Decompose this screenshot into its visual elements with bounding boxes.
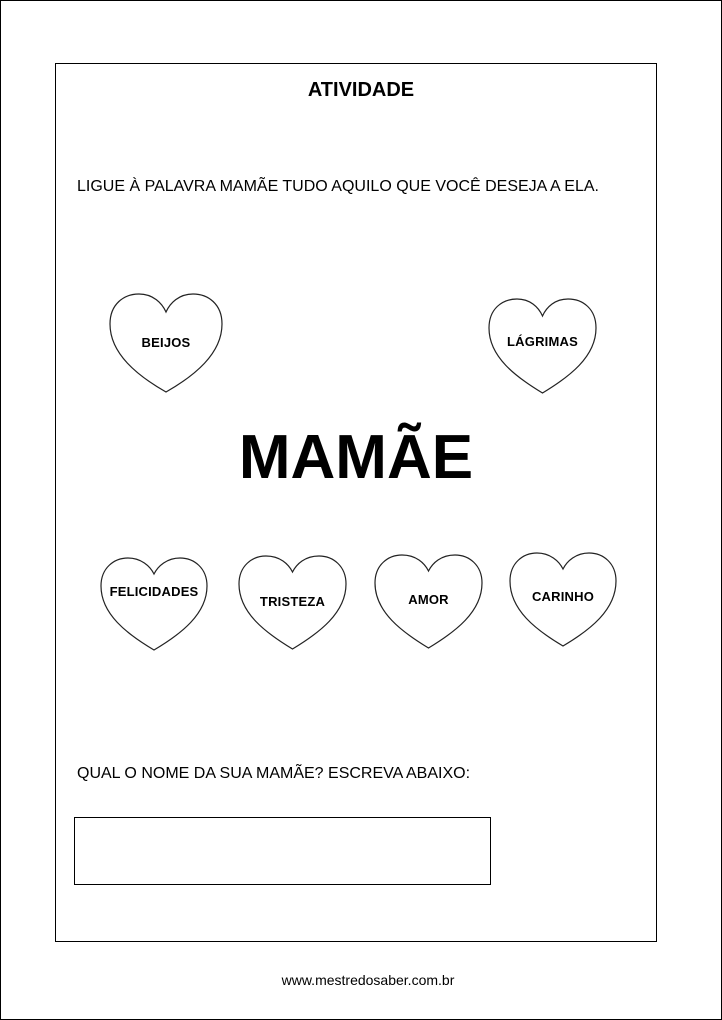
question-text: QUAL O NOME DA SUA MAMÃE? ESCREVA ABAIXO: <box>77 765 471 782</box>
heart-beijos[interactable] <box>108 292 224 394</box>
worksheet-title: ATIVIDADE <box>307 79 415 101</box>
answer-input[interactable] <box>74 817 491 885</box>
instruction-text: LIGUE À PALAVRA MAMÃE TUDO AQUILO QUE VOCÊ DESEJA A ELA. <box>77 178 599 195</box>
heart-tristeza[interactable] <box>237 554 348 651</box>
heart-label: BEIJOS <box>141 335 191 350</box>
central-word: MAMÃE <box>238 423 474 492</box>
heart-lagrimas[interactable] <box>487 297 598 395</box>
heart-carinho[interactable] <box>508 551 618 648</box>
footer-website: www.mestredosaber.com.br <box>281 972 455 988</box>
heart-felicidades[interactable] <box>99 556 209 652</box>
heart-label: FELICIDADES <box>109 584 199 599</box>
heart-amor[interactable] <box>373 553 484 650</box>
heart-label: LÁGRIMAS <box>507 334 578 349</box>
heart-icon <box>99 556 209 652</box>
heart-label: AMOR <box>408 592 449 607</box>
heart-label: TRISTEZA <box>259 594 326 609</box>
heart-label: CARINHO <box>531 589 595 604</box>
